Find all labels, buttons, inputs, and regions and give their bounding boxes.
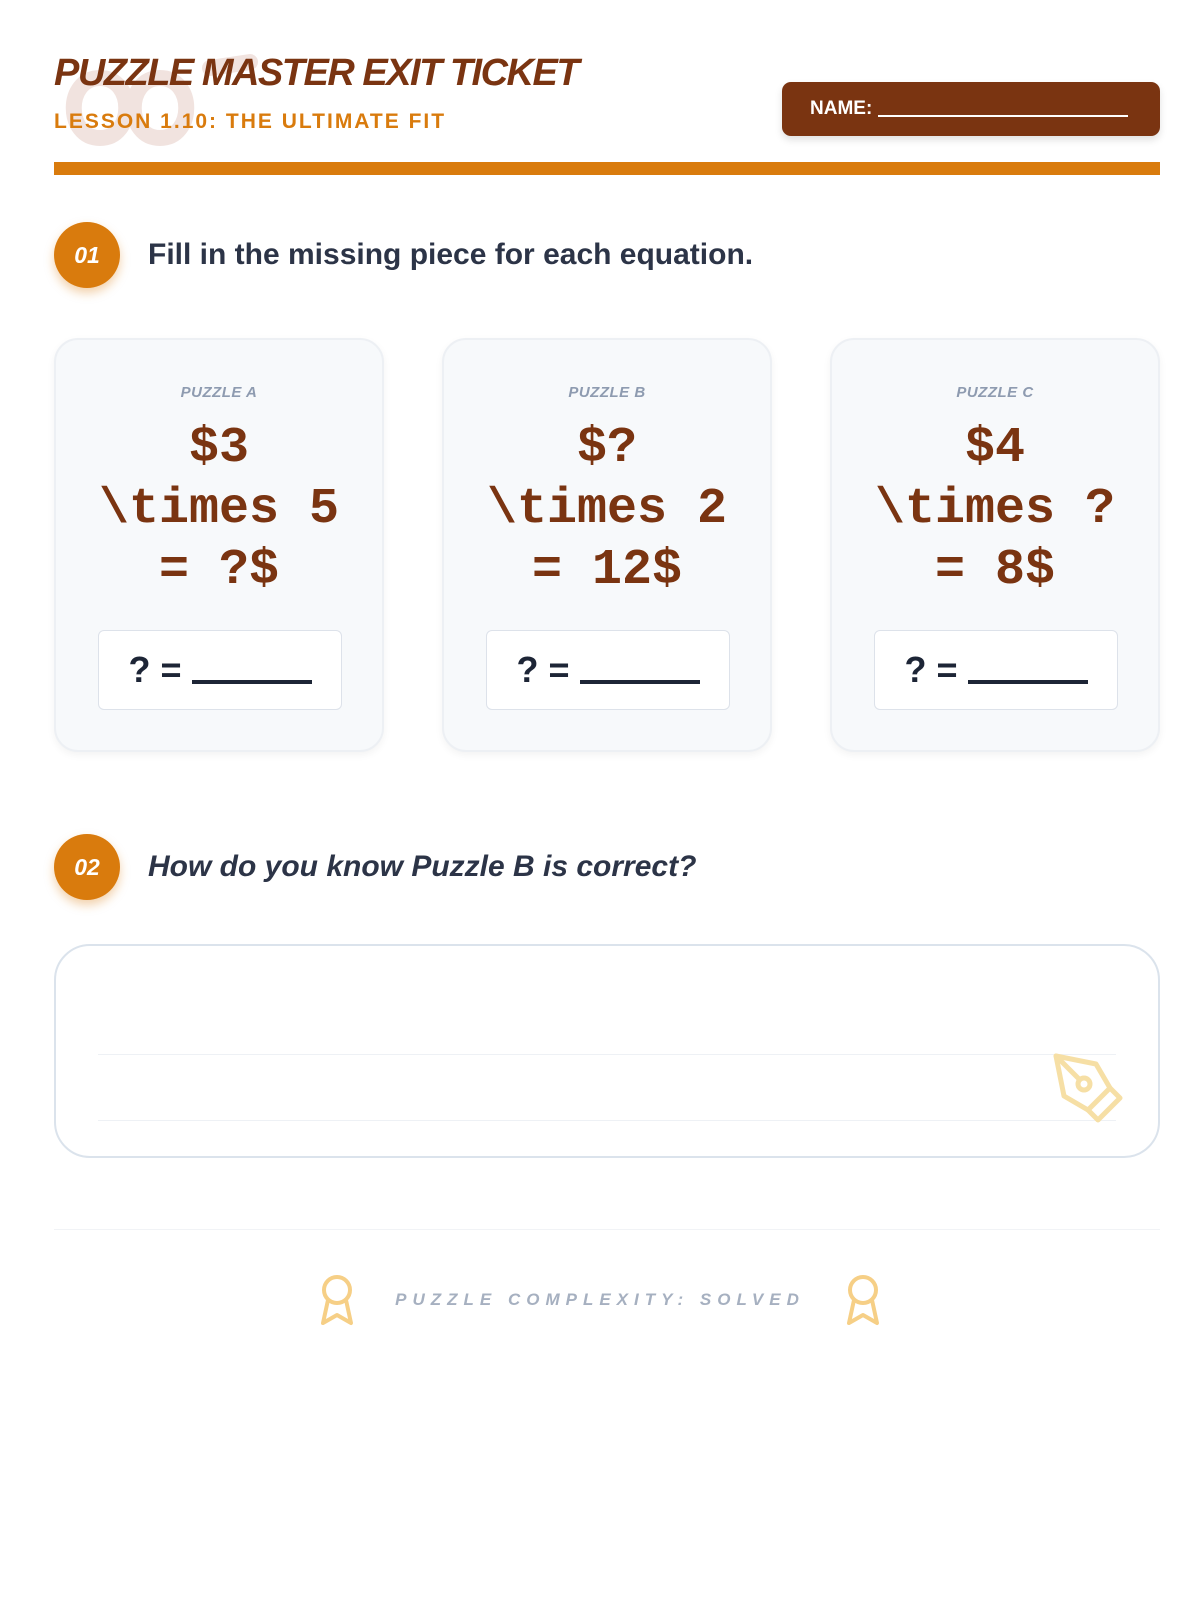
answer-blank xyxy=(580,656,700,684)
puzzle-cards xyxy=(54,338,1160,752)
answer-prefix: ? = xyxy=(128,649,182,690)
puzzle-label: PUZZLE A xyxy=(180,384,258,401)
equation-line: \times 2 xyxy=(486,481,728,538)
puzzle-label: PUZZLE C xyxy=(956,384,1034,401)
question-number-badge: 02 xyxy=(54,834,120,900)
puzzle-equation xyxy=(56,418,382,601)
question-1-prompt: Fill in the missing piece for each equation. xyxy=(148,238,754,271)
question-2-header xyxy=(54,834,696,900)
answer-blank xyxy=(968,656,1088,684)
name-field[interactable] xyxy=(782,82,1160,136)
header-divider xyxy=(54,162,1160,175)
written-answer-area[interactable] xyxy=(54,944,1160,1158)
question-number-badge: 01 xyxy=(54,222,120,288)
footer xyxy=(0,1270,1200,1330)
answer-blank xyxy=(192,656,312,684)
question-1-header xyxy=(54,222,753,288)
footer-status: PUZZLE COMPLEXITY: SOLVED xyxy=(395,1290,805,1309)
award-ribbon-icon xyxy=(317,1273,357,1327)
equation-line: \times ? xyxy=(874,481,1116,538)
puzzle-card-b xyxy=(442,338,772,752)
name-blank xyxy=(878,101,1128,117)
answer-field[interactable] xyxy=(486,630,730,710)
puzzle-equation xyxy=(444,418,770,601)
pen-nib-icon xyxy=(1050,1050,1126,1126)
award-ribbon-icon xyxy=(843,1273,883,1327)
lesson-subtitle: LESSON 1.10: THE ULTIMATE FIT xyxy=(54,110,447,133)
equation-line: \times 5 xyxy=(98,481,340,538)
equation-line: $3 xyxy=(188,420,249,477)
equation-line: $? xyxy=(576,420,637,477)
answer-prefix: ? = xyxy=(516,649,570,690)
writing-line xyxy=(98,1120,1116,1121)
equation-line: = ?$ xyxy=(158,542,280,599)
equation-line: = 8$ xyxy=(934,542,1056,599)
question-2-prompt: How do you know Puzzle B is correct? xyxy=(148,850,697,883)
header xyxy=(54,40,1160,176)
answer-field[interactable] xyxy=(98,630,342,710)
puzzle-equation xyxy=(832,418,1158,601)
answer-field[interactable] xyxy=(874,630,1118,710)
equation-line: = 12$ xyxy=(531,542,683,599)
answer-prefix: ? = xyxy=(904,649,958,690)
name-label: NAME: xyxy=(810,98,873,119)
writing-line xyxy=(98,1054,1116,1055)
equation-line: $4 xyxy=(964,420,1025,477)
puzzle-label: PUZZLE B xyxy=(568,384,646,401)
footer-divider xyxy=(54,1229,1160,1230)
puzzle-card-c xyxy=(830,338,1160,752)
puzzle-card-a xyxy=(54,338,384,752)
page-title: PUZZLE MASTER EXIT TICKET xyxy=(54,52,579,94)
